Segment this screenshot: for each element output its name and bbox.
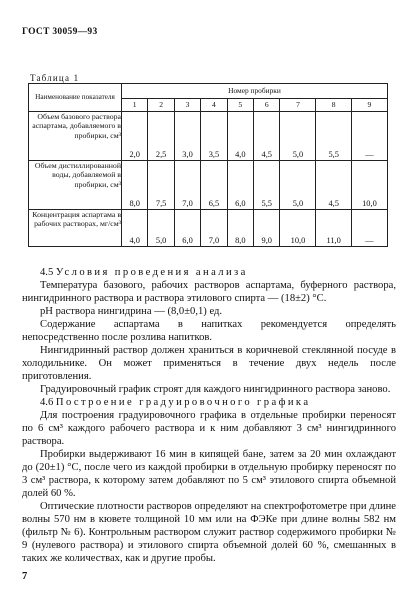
table-cell: 8,0	[227, 210, 253, 247]
paragraph: Содержание аспартама в напитках рекомендуется определять непосредственно после розлива напитков.	[22, 319, 396, 343]
tube-number-header: 8	[316, 99, 351, 112]
tube-number-header: 2	[148, 99, 174, 112]
table-cell: 6,0	[174, 210, 200, 247]
row-label: Объем дистиллированной воды, добавляемой в пробирки, см³	[29, 161, 122, 210]
column-header-indicator: Наименование показателя	[29, 84, 122, 112]
table-cell: —	[351, 112, 387, 161]
table-cell: 5,5	[254, 161, 280, 210]
table-row	[29, 112, 388, 161]
table-cell: 4,0	[227, 112, 253, 161]
table-cell: 11,0	[316, 210, 351, 247]
section-title: Построение градуировочного графика	[55, 397, 311, 408]
data-table	[28, 83, 388, 247]
table-cell: 5,0	[280, 112, 316, 161]
table-cell: 7,5	[148, 161, 174, 210]
section-number: 4.5	[40, 267, 54, 278]
table-cell: 2,0	[122, 112, 148, 161]
tube-number-header: 4	[201, 99, 227, 112]
table-cell: 3,5	[201, 112, 227, 161]
paragraph: Нингидринный раствор должен храниться в коричневой стеклянной посуде в холодильнике. Он может применяться в течение двух недель после приготовления.	[22, 345, 396, 382]
paragraph: Пробирки выдерживают 16 мин в кипящей бане, затем за 20 мин охлаждают до (20±1) °С, после чего из каждой пробирки в отдельную пробирку переносят по 3 см³ раствора, к которому затем добавляют по 5 см³ этилового спирта объемной долей 60 %.	[22, 449, 396, 499]
tube-number-header: 6	[254, 99, 280, 112]
row-label: Объем базового раствора аспартама, добавляемого в пробирки, см³	[29, 112, 122, 161]
table-cell: 5,0	[148, 210, 174, 247]
table-cell: 7,0	[201, 210, 227, 247]
table-cell: 6,5	[201, 161, 227, 210]
section-title: Условия проведения анализа	[55, 267, 248, 278]
table-cell: 4,5	[316, 161, 351, 210]
table-cell: 5,0	[280, 161, 316, 210]
paragraph: Градуировочный график строят для каждого нингидринного раствора заново.	[40, 384, 391, 395]
table-row	[29, 161, 388, 210]
tube-number-header: 1	[122, 99, 148, 112]
table-cell: 10,0	[280, 210, 316, 247]
table-cell: 8,0	[122, 161, 148, 210]
section-heading-4-6	[22, 396, 396, 409]
table-cell: 5,5	[316, 112, 351, 161]
table-cell: 4,0	[122, 210, 148, 247]
page-header-gost: ГОСТ 30059—93	[22, 27, 98, 37]
paragraph: рН раствора нингидрина — (8,0±0,1) ед.	[40, 306, 223, 317]
section-number: 4.6	[40, 397, 54, 408]
table-cell: 3,0	[174, 112, 200, 161]
table-caption: Таблица 1	[30, 73, 80, 83]
paragraph: Для построения градуировочного графика в отдельные пробирки переносят по 6 см³ каждого рабочего раствора и к ним добавляют 3 см³ нингидринного раствора.	[22, 410, 396, 447]
table-cell: 9,0	[254, 210, 280, 247]
row-label: Концентрация аспартама в рабочих растворах, мг/см³	[29, 210, 122, 247]
table-row	[29, 210, 388, 247]
column-header-tube-number: Номер пробирки	[122, 84, 388, 99]
tube-number-header: 5	[227, 99, 253, 112]
section-heading-4-5	[22, 266, 396, 279]
tube-number-header: 3	[174, 99, 200, 112]
table-cell: —	[351, 210, 387, 247]
table-cell: 6,0	[227, 161, 253, 210]
table-cell: 10,0	[351, 161, 387, 210]
body-text	[22, 266, 396, 565]
table-cell: 2,5	[148, 112, 174, 161]
paragraph: Температура базового, рабочих растворов аспартама, буферного раствора, нингидринного раствора и раствора этилового спирта — (18±2) °С.	[22, 280, 396, 304]
tube-number-header: 9	[351, 99, 387, 112]
paragraph: Оптические плотности растворов определяют на спектрофотометре при длине волны 570 нм в кювете толщиной 10 мм или на ФЭКе при длине волны 582 нм (фильтр № 6). Контрольным раствором служит раствор содержимого пробирки № 9 (нулевого раствора) и этилового спирта объемной долей 60 %, смешанных в таких же количествах, как и другие пробы.	[22, 501, 396, 564]
tube-number-header: 7	[280, 99, 316, 112]
page-number: 7	[22, 571, 28, 582]
table-cell: 4,5	[254, 112, 280, 161]
table-cell: 7,0	[174, 161, 200, 210]
